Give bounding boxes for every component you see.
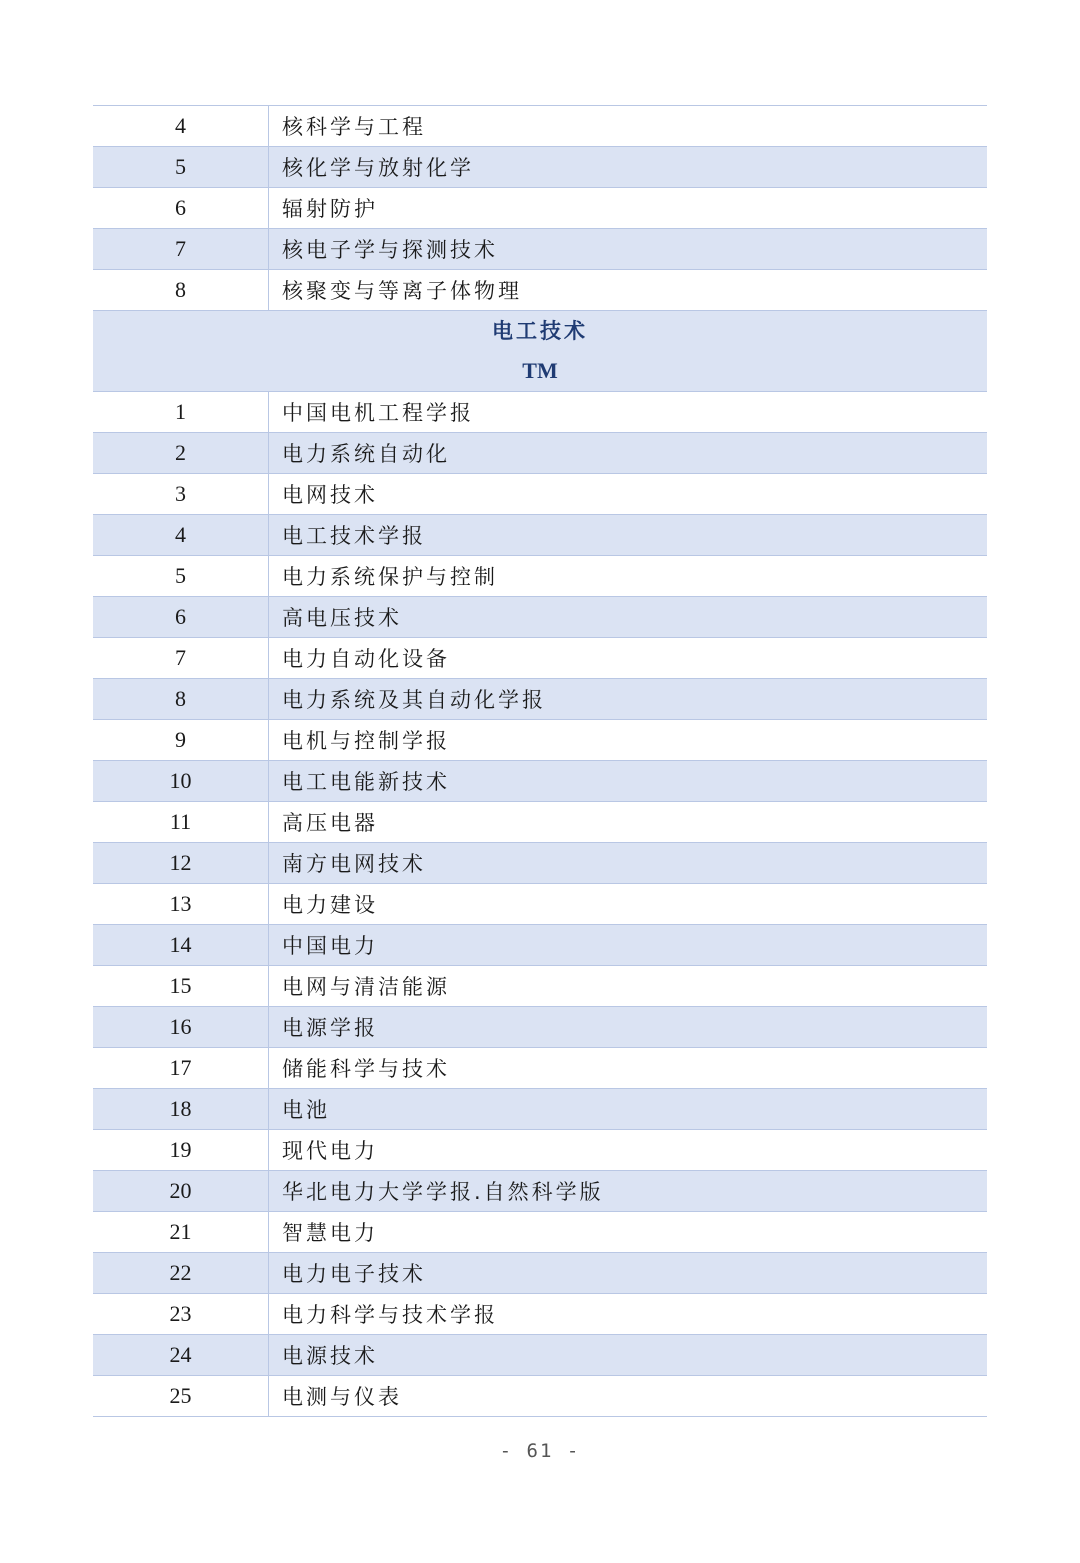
table-row: [93, 638, 987, 679]
journal-name: 核科学与工程: [282, 115, 426, 139]
row-number: 24: [93, 1335, 269, 1375]
journal-name: 电网与清洁能源: [282, 975, 450, 999]
journal-name: 电力系统及其自动化学报: [282, 688, 546, 712]
row-number: 16: [93, 1007, 269, 1047]
row-number: 8: [93, 679, 269, 719]
table-row: [93, 1253, 987, 1294]
section-rows-group: [93, 392, 987, 1417]
page-number: - 61 -: [499, 1440, 581, 1462]
row-number: 14: [93, 925, 269, 965]
table-row: [93, 474, 987, 515]
row-number: 9: [93, 720, 269, 760]
journal-name: 电力系统保护与控制: [282, 565, 498, 589]
table-row: [93, 1089, 987, 1130]
row-number: 5: [93, 556, 269, 596]
row-number: 13: [93, 884, 269, 924]
journal-name: 高压电器: [282, 811, 378, 835]
journal-table: [93, 105, 987, 1417]
row-number: 25: [93, 1376, 269, 1416]
row-number: 5: [93, 147, 269, 187]
journal-name: 电机与控制学报: [282, 729, 450, 753]
journal-name: 中国电机工程学报: [282, 401, 474, 425]
table-row: [93, 1048, 987, 1089]
journal-name: 电源技术: [282, 1344, 378, 1368]
row-number: 4: [93, 515, 269, 555]
table-row: [93, 106, 987, 147]
table-row: [93, 1212, 987, 1253]
journal-name: 核化学与放射化学: [282, 156, 474, 180]
table-row: [93, 188, 987, 229]
section-header: [93, 311, 987, 392]
table-row: [93, 556, 987, 597]
row-number: 23: [93, 1294, 269, 1334]
journal-name: 辐射防护: [282, 197, 378, 221]
table-row: [93, 1130, 987, 1171]
top-rows-group: [93, 106, 987, 311]
table-row: [93, 147, 987, 188]
row-number: 6: [93, 188, 269, 228]
row-number: 8: [93, 270, 269, 310]
row-number: 10: [93, 761, 269, 801]
journal-name: 核电子学与探测技术: [282, 238, 498, 262]
table-row: [93, 597, 987, 638]
table-row: [93, 884, 987, 925]
section-title: 电工技术: [492, 319, 588, 343]
row-number: 19: [93, 1130, 269, 1170]
journal-name: 电力自动化设备: [282, 647, 450, 671]
journal-name: 电工电能新技术: [282, 770, 450, 794]
journal-name: 中国电力: [282, 934, 378, 958]
row-number: 21: [93, 1212, 269, 1252]
row-number: 20: [93, 1171, 269, 1211]
table-row: [93, 1335, 987, 1376]
table-row: [93, 1007, 987, 1048]
journal-name: 电力科学与技术学报: [282, 1303, 498, 1327]
journal-name: 电力建设: [282, 893, 378, 917]
journal-name: 电网技术: [282, 483, 378, 507]
journal-name: 华北电力大学学报.自然科学版: [282, 1180, 604, 1204]
row-number: 4: [93, 106, 269, 146]
table-row: [93, 392, 987, 433]
row-number: 11: [93, 802, 269, 842]
row-number: 1: [93, 392, 269, 432]
row-number: 18: [93, 1089, 269, 1129]
journal-name: 电力电子技术: [282, 1262, 426, 1286]
table-row: [93, 1376, 987, 1417]
journal-name: 现代电力: [282, 1139, 378, 1163]
journal-name: 高电压技术: [282, 606, 402, 630]
journal-name: 电工技术学报: [282, 524, 426, 548]
table-row: [93, 229, 987, 270]
journal-name: 储能科学与技术: [282, 1057, 450, 1081]
table-row: [93, 679, 987, 720]
table-row: [93, 515, 987, 556]
section-code: TM: [522, 358, 558, 383]
table-row: [93, 1171, 987, 1212]
row-number: 22: [93, 1253, 269, 1293]
journal-name: 南方电网技术: [282, 852, 426, 876]
table-row: [93, 761, 987, 802]
table-row: [93, 966, 987, 1007]
table-row: [93, 925, 987, 966]
journal-name: 核聚变与等离子体物理: [282, 279, 522, 303]
row-number: 6: [93, 597, 269, 637]
journal-name: 电测与仪表: [282, 1385, 402, 1409]
table-row: [93, 433, 987, 474]
row-number: 7: [93, 229, 269, 269]
journal-name: 电源学报: [282, 1016, 378, 1040]
row-number: 15: [93, 966, 269, 1006]
table-row: [93, 843, 987, 884]
row-number: 2: [93, 433, 269, 473]
table-row: [93, 720, 987, 761]
journal-name: 电力系统自动化: [282, 442, 450, 466]
row-number: 17: [93, 1048, 269, 1088]
table-row: [93, 802, 987, 843]
row-number: 7: [93, 638, 269, 678]
row-number: 3: [93, 474, 269, 514]
table-row: [93, 1294, 987, 1335]
journal-name: 电池: [282, 1098, 330, 1122]
table-row: [93, 270, 987, 311]
journal-name: 智慧电力: [282, 1221, 378, 1245]
row-number: 12: [93, 843, 269, 883]
